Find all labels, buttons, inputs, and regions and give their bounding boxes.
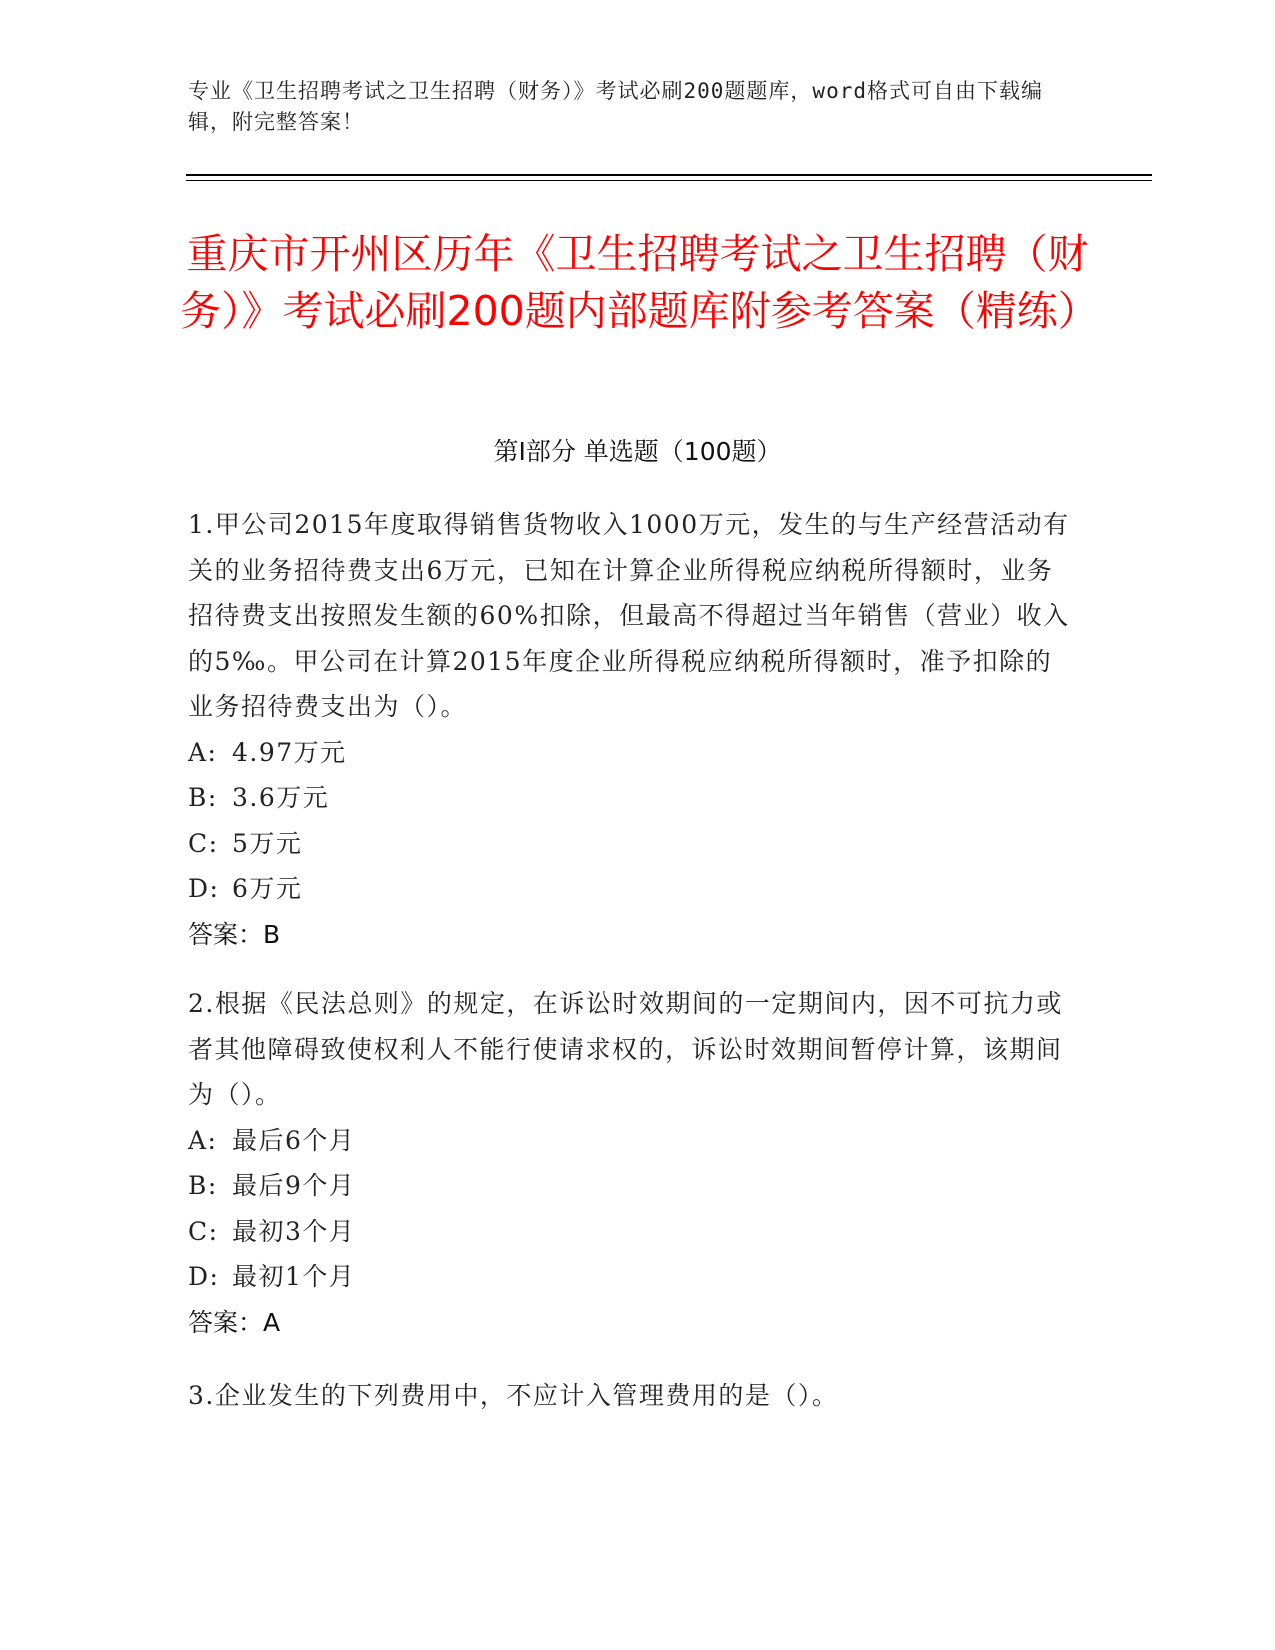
header-rule-thick xyxy=(186,174,1152,176)
option-letter: B: xyxy=(188,783,218,812)
question-stem: 2.根据《民法总则》的规定，在诉讼时效期间的一定期间内，因不可抗力或者其他障碍致使权利人不能行使请求权的，诉讼时效期间暂停计算，该期间为（）。 xyxy=(188,989,1063,1109)
option-text: 最后9个月 xyxy=(232,1171,356,1200)
option-letter: A: xyxy=(188,737,218,767)
option-letter: C: xyxy=(188,828,219,858)
answer-label: 答案：B xyxy=(188,919,281,949)
answer-label: 答案：A xyxy=(188,1307,281,1337)
option-a xyxy=(188,1118,1078,1164)
option-d xyxy=(188,866,1078,912)
option-text: 5万元 xyxy=(232,828,303,858)
option-letter: D: xyxy=(188,874,220,903)
option-a xyxy=(188,730,1078,776)
option-letter: C: xyxy=(188,1216,219,1246)
option-b xyxy=(188,775,1078,821)
header-note: 专业《卫生招聘考试之卫生招聘（财务）》考试必刷200题题库，word格式可自由下载编辑，附完整答案！ xyxy=(188,79,1043,134)
option-text: 3.6万元 xyxy=(232,783,330,812)
header-rule-thin xyxy=(186,180,1152,181)
section-heading: 第I部分 单选题（100题） xyxy=(493,437,782,466)
option-letter: D: xyxy=(188,1262,220,1291)
option-d xyxy=(188,1254,1078,1300)
option-text: 6万元 xyxy=(232,874,303,903)
option-letter: A: xyxy=(188,1125,218,1155)
question-1 xyxy=(188,502,1078,957)
option-text: 最初1个月 xyxy=(232,1262,356,1291)
question-3 xyxy=(188,1373,1078,1419)
question-stem: 1.甲公司2015年度取得销售货物收入1000万元，发生的与生产经营活动有关的业务招待费支出6万元，已知在计算企业所得税应纳税所得额时，业务招待费支出按照发生额的60%扣除，但最高不得超过当年销售（营业）收入的5‰。甲公司在计算2015年度企业所得税应纳税所得额时，准予扣除的业务招待费支出为（）。 xyxy=(188,510,1070,721)
question-2 xyxy=(188,981,1078,1345)
option-letter: B: xyxy=(188,1171,218,1200)
option-b xyxy=(188,1163,1078,1209)
option-c xyxy=(188,821,1078,867)
option-text: 4.97万元 xyxy=(232,737,347,767)
option-c xyxy=(188,1209,1078,1255)
option-text: 最初3个月 xyxy=(232,1216,356,1246)
question-stem: 3.企业发生的下列费用中，不应计入管理费用的是（）。 xyxy=(188,1381,839,1410)
document-title: 重庆市开州区历年《卫生招聘考试之卫生招聘（财务）》考试必刷200题内部题库附参考答案（精练） xyxy=(180,230,1099,335)
option-text: 最后6个月 xyxy=(232,1125,356,1155)
